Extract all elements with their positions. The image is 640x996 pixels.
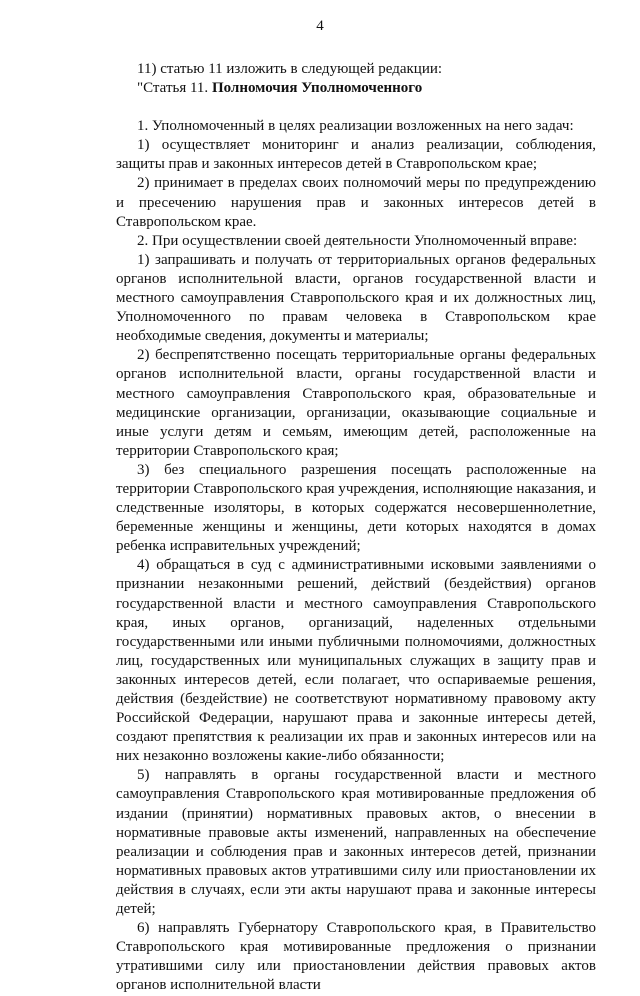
article-heading — [116, 79, 596, 98]
paragraph-item: 3) без специального разрешения посещать расположенные на территории Ставропольского края учреждения, исполняющие наказания, и следственные изоляторы, в которых содержатся несовершеннолетние, беременные женщины и женщины, дети которых находятся в домах ребенка исправительных учреждений; — [116, 461, 596, 555]
paragraph-item: 5) направлять в органы государственной власти и местного самоуправления Ставропольского края мотивированные предложения об издании (принятии) нормативных правовых актов, о внесении в нормативные правовые акты изменений, направленных на обеспечение реализации и соблюдения прав и законных интересов детей, признании нормативных правовых актов утратившими силу или приостановлении их действия в случаях, если эти акты нарушают права и законные интересы детей; — [116, 767, 596, 918]
paragraph-item: 1) запрашивать и получать от территориальных органов федеральных органов исполнительной власти, органов государственной власти и местного самоуправления Ставропольского края и их должностных лиц, Уполномоченного по правам человека в Ставропольском крае необходимые сведения, документы и материалы; — [116, 251, 596, 345]
paragraph-part-1: 1. Уполномоченный в целях реализации возложенных на него задач: — [137, 118, 574, 135]
paragraph-item: 4) обращаться в суд с административными исковыми заявлениями о признании незаконными решений, действий (бездействия) органов государственной власти и местного самоуправления Ставропольского края, иных органов, организаций, наделенных отдельными государственными или иными публичными полномочиями, должностных лиц, государственных или муниципальных служащих в защиту прав и законных интересов детей, если полагает, что оспариваемые решения, действия (бездействие) не соответствуют нормативному правовому акту Российской Федерации, нарушают права и законные интересы детей, создают препятствия к реализации их прав и законных интересов или на них незаконно возложены какие-либо обязанности; — [116, 557, 596, 765]
article-heading-prefix: "Статья 11. — [137, 80, 212, 97]
paragraph-item: 2) принимает в пределах своих полномочий меры по предупреждению и пресечению нарушения прав и законных интересов детей в Ставропольском крае. — [116, 175, 596, 230]
article-heading-title: Полномочия Уполномоченного — [211, 80, 423, 97]
paragraph-item: 2) беспрепятственно посещать территориальные органы федеральных органов исполнительной власти, органы государственной власти и местного самоуправления Ставропольского края, образовательные и медицинские организации, организации, оказывающие социальные и иные услуги детям и семьям, имеющим детей, расположенные на территории Ставропольского края; — [116, 347, 596, 459]
amendment-intro: 11) статью 11 изложить в следующей редакции: — [137, 61, 443, 77]
paragraph-part-2: 2. При осуществлении своей деятельности Уполномоченный вправе: — [137, 232, 578, 249]
paragraph-item: 1) осуществляет мониторинг и анализ реализации, соблюдения, защиты прав и законных интересов детей в Ставропольском крае; — [116, 137, 596, 173]
document-body — [116, 60, 596, 996]
page-number: 4 — [316, 18, 324, 34]
paragraph-item: 6) направлять Губернатору Ставропольского края, в Правительство Ставропольского края мотивированные предложения о признании утратившими силу или приостановлении действия правовых актов органов исполнительной власти — [116, 920, 596, 994]
